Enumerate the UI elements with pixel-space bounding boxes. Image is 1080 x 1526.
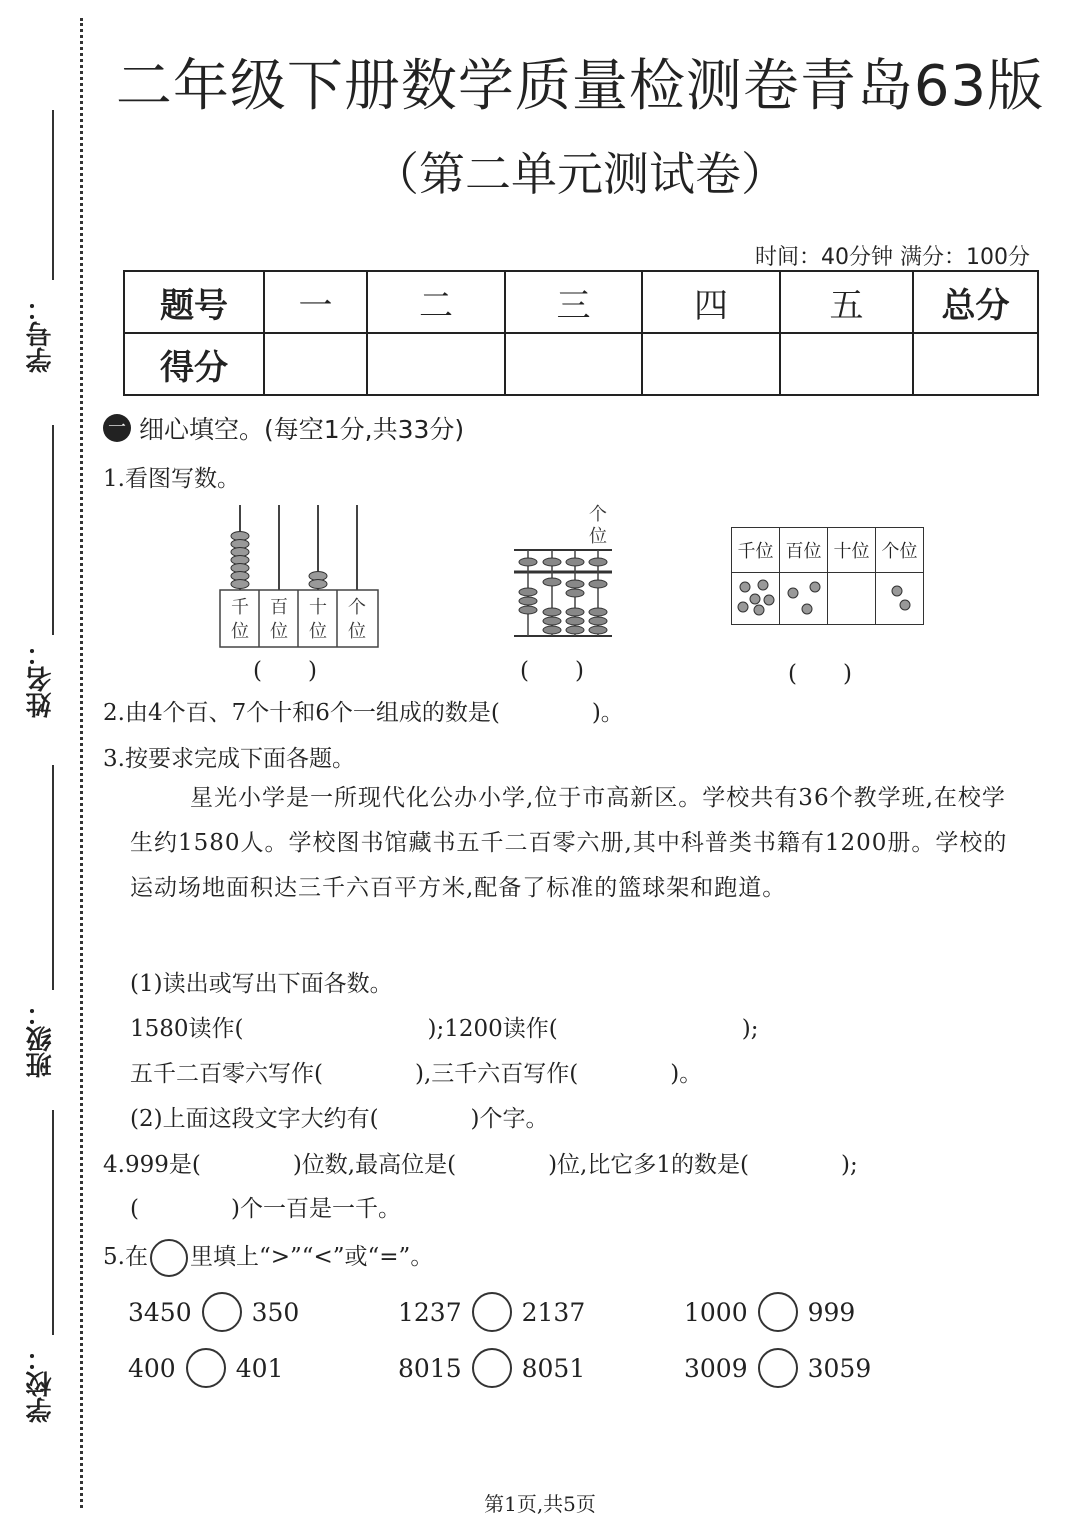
question-5: [103, 1238, 433, 1277]
question-4-line1: 4.999是( )位数,最高位是( )位,比它多1的数是( );: [103, 1152, 858, 1178]
compare-item: [684, 1348, 871, 1388]
question-3-line2: 五千二百零六写作( ),三千六百写作( )。: [130, 1061, 703, 1087]
counters: [781, 573, 827, 619]
question-3: 3.按要求完成下面各题。: [103, 746, 355, 772]
abacus-label: 位: [348, 621, 366, 642]
question-3-line1: 1580读作( );1200读作( );: [130, 1016, 759, 1042]
score-header-label: 题号: [124, 271, 264, 333]
compare-circle[interactable]: [472, 1348, 512, 1388]
score-col-2: 二: [367, 271, 505, 333]
suanpan-beads: [519, 558, 607, 634]
score-cell[interactable]: [780, 333, 913, 395]
compare-right: 8051: [521, 1353, 586, 1383]
abacus-label: 位: [309, 621, 327, 642]
class-line[interactable]: [52, 765, 54, 990]
pv-header: 千位: [732, 528, 780, 573]
score-col-4: 四: [642, 271, 780, 333]
section-number-badge: 一: [103, 414, 131, 442]
score-row-label: 得分: [124, 333, 264, 395]
question-3-sub1: (1)读出或写出下面各数。: [130, 971, 393, 997]
question-1: 1.看图写数。: [103, 466, 240, 492]
compare-circle[interactable]: [758, 1348, 798, 1388]
section-heading: [103, 410, 464, 446]
score-col-3: 三: [505, 271, 642, 333]
answer-blank[interactable]: ( ): [253, 658, 317, 684]
compare-right: 999: [807, 1297, 856, 1327]
score-col-total: 总分: [913, 271, 1038, 333]
answer-blank[interactable]: ( ): [788, 661, 852, 687]
question-5-prefix: 5.在: [103, 1244, 148, 1270]
question-5-suffix: 里填上“>”“<”或“=”。: [189, 1244, 434, 1270]
pv-dots-cell: [732, 573, 780, 625]
answer-blank[interactable]: ( ): [520, 658, 584, 684]
compare-right: 2137: [521, 1297, 586, 1327]
page-subtitle: （第二单元测试卷）: [373, 147, 787, 201]
question-4-line2: ( )个一百是一千。: [130, 1196, 401, 1222]
counters: [877, 573, 923, 619]
name-label: 姓名：: [26, 640, 56, 718]
student-id-label: 学号：: [26, 295, 56, 373]
page-footer: 第1页,共5页: [484, 1492, 596, 1516]
compare-circle[interactable]: [186, 1348, 226, 1388]
score-cell[interactable]: [367, 333, 505, 395]
pv-dots-cell: [876, 573, 924, 625]
compare-right: 3059: [807, 1353, 872, 1383]
compare-item: [398, 1348, 585, 1388]
question-3-sub2: (2)上面这段文字大约有( )个字。: [130, 1106, 549, 1132]
compare-circle[interactable]: [472, 1292, 512, 1332]
compare-item: [684, 1292, 855, 1332]
compare-left: 3009: [684, 1353, 748, 1383]
score-table: [123, 270, 1039, 396]
abacus-label: 十: [309, 597, 327, 618]
abacus-label: 千: [231, 597, 249, 618]
score-cell[interactable]: [264, 333, 367, 395]
compare-item: [398, 1292, 585, 1332]
pv-dots-cell: [780, 573, 828, 625]
compare-left: 1237: [398, 1297, 462, 1327]
section-title: 细心填空。(每空1分,共33分): [139, 415, 465, 444]
name-line[interactable]: [52, 425, 54, 635]
compare-right: 401: [235, 1353, 284, 1383]
compare-circle[interactable]: [758, 1292, 798, 1332]
abacus2-label: 位: [589, 526, 607, 547]
compare-left: 400: [128, 1353, 176, 1383]
abacus-figure-2: [508, 500, 628, 645]
score-cell[interactable]: [913, 333, 1038, 395]
compare-left: 3450: [128, 1297, 192, 1327]
compare-left: 1000: [684, 1297, 748, 1327]
page-title: 二年级下册数学质量检测卷青岛63版: [115, 54, 1045, 119]
class-label: 班级：: [26, 1000, 56, 1078]
abacus-label: 个: [348, 597, 366, 618]
abacus-figure-1: [215, 500, 385, 655]
compare-left: 8015: [398, 1353, 462, 1383]
compare-right: 350: [251, 1297, 300, 1327]
compare-item: [128, 1292, 299, 1332]
compare-item: [128, 1348, 283, 1388]
question-2: 2.由4个百、7个十和6个一组成的数是( )。: [103, 700, 624, 726]
student-id-line[interactable]: [52, 110, 54, 280]
abacus-label: 位: [231, 621, 249, 642]
pv-header: 十位: [828, 528, 876, 573]
abacus2-label: 个: [589, 504, 607, 525]
compare-circle[interactable]: [202, 1292, 242, 1332]
circle-icon: [150, 1239, 188, 1277]
time-score-info: 时间：40分钟 满分：100分: [755, 245, 1030, 270]
place-value-chart: [731, 527, 924, 625]
school-line[interactable]: [52, 1110, 54, 1335]
pv-header: 个位: [876, 528, 924, 573]
score-cell[interactable]: [505, 333, 642, 395]
score-col-5: 五: [780, 271, 913, 333]
question-3-paragraph: 星光小学是一所现代化公办小学,位于市高新区。学校共有36个教学班,在校学生约1580人。学校图书馆藏书五千二百零六册,其中科普类书籍有1200册。学校的运动场地面积达三千六百平方米,配备了标准的篮球架和跑道。: [130, 785, 1008, 901]
binding-dotted-line: [80, 18, 83, 1508]
score-col-1: 一: [264, 271, 367, 333]
counters: [733, 573, 779, 619]
score-cell[interactable]: [642, 333, 780, 395]
abacus-label: 百: [270, 597, 288, 618]
pv-header: 百位: [780, 528, 828, 573]
school-label: 学校：: [26, 1345, 56, 1423]
pv-dots-cell: [828, 573, 876, 625]
abacus-label: 位: [270, 621, 288, 642]
